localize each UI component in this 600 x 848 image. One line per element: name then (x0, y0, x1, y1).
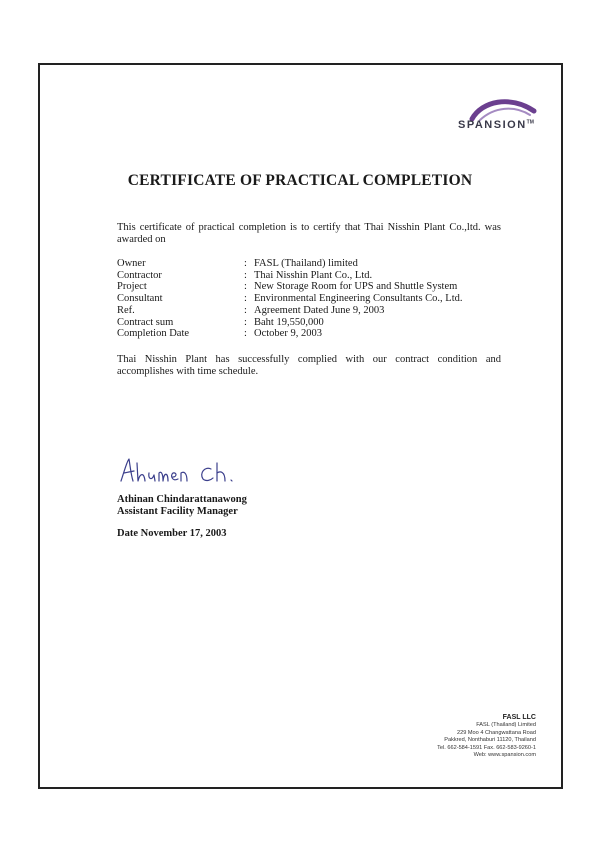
detail-row (117, 305, 463, 317)
footer-line: Web: www.spansion.com (473, 752, 536, 759)
detail-row (117, 270, 463, 282)
logo-arc-icon (458, 97, 550, 121)
detail-separator: : (244, 328, 247, 340)
company-footer (437, 713, 536, 760)
detail-value: Thai Nisshin Plant Co., Ltd. (254, 269, 373, 281)
detail-row (117, 328, 463, 340)
detail-separator: : (244, 281, 247, 293)
detail-row (117, 281, 463, 293)
detail-separator: : (244, 269, 247, 281)
completion-statement: Thai Nisshin Plant has successfully complied with our contract condition and accomplishes with time schedule. (117, 354, 501, 377)
spansion-logo (458, 97, 550, 137)
detail-label: Contractor (117, 269, 162, 281)
detail-separator: : (244, 316, 247, 328)
intro-paragraph: This certificate of practical completion is to certify that Thai Nisshin Plant Co.,ltd. was awarded on (117, 222, 501, 245)
detail-value: Environmental Engineering Consultants Co., Ltd. (254, 293, 463, 305)
detail-value: Baht 19,550,000 (254, 316, 324, 328)
detail-label: Completion Date (117, 328, 190, 340)
detail-label: Consultant (117, 293, 163, 305)
detail-value: Agreement Dated June 9, 2003 (254, 304, 385, 316)
page-title: CERTIFICATE OF PRACTICAL COMPLETION (127, 172, 473, 189)
detail-row (117, 293, 463, 305)
footer-company: FASL LLC (502, 714, 536, 721)
signer-name: Athinan Chindarattanawong (117, 494, 247, 505)
detail-label: Owner (117, 258, 146, 269)
detail-label: Project (117, 281, 147, 293)
detail-separator: : (244, 258, 247, 269)
detail-label: Contract sum (117, 316, 174, 328)
footer-line: Pakkred, Nonthaburi 11120, Thailand (444, 737, 536, 744)
handwritten-signature (117, 455, 267, 487)
footer-line: 229 Moo 4 Changwattana Road (457, 729, 536, 736)
detail-value: New Storage Room for UPS and Shuttle System (254, 281, 458, 293)
footer-line: Tel. 662-584-1591 Fax. 662-583-9260-1 (437, 744, 536, 751)
detail-value: FASL (Thailand) limited (254, 258, 358, 269)
signer-title: Assistant Facility Manager (117, 506, 238, 517)
detail-row (117, 258, 463, 270)
detail-value: October 9, 2003 (254, 328, 322, 340)
detail-separator: : (244, 304, 247, 316)
detail-separator: : (244, 293, 247, 305)
details-list (117, 258, 463, 340)
detail-row (117, 317, 463, 329)
detail-label: Ref. (117, 304, 135, 316)
issue-date: Date November 17, 2003 (117, 528, 227, 539)
logo-wordmark: SPANSION™ (458, 119, 534, 131)
footer-line: FASL (Thailand) Limited (476, 722, 536, 728)
